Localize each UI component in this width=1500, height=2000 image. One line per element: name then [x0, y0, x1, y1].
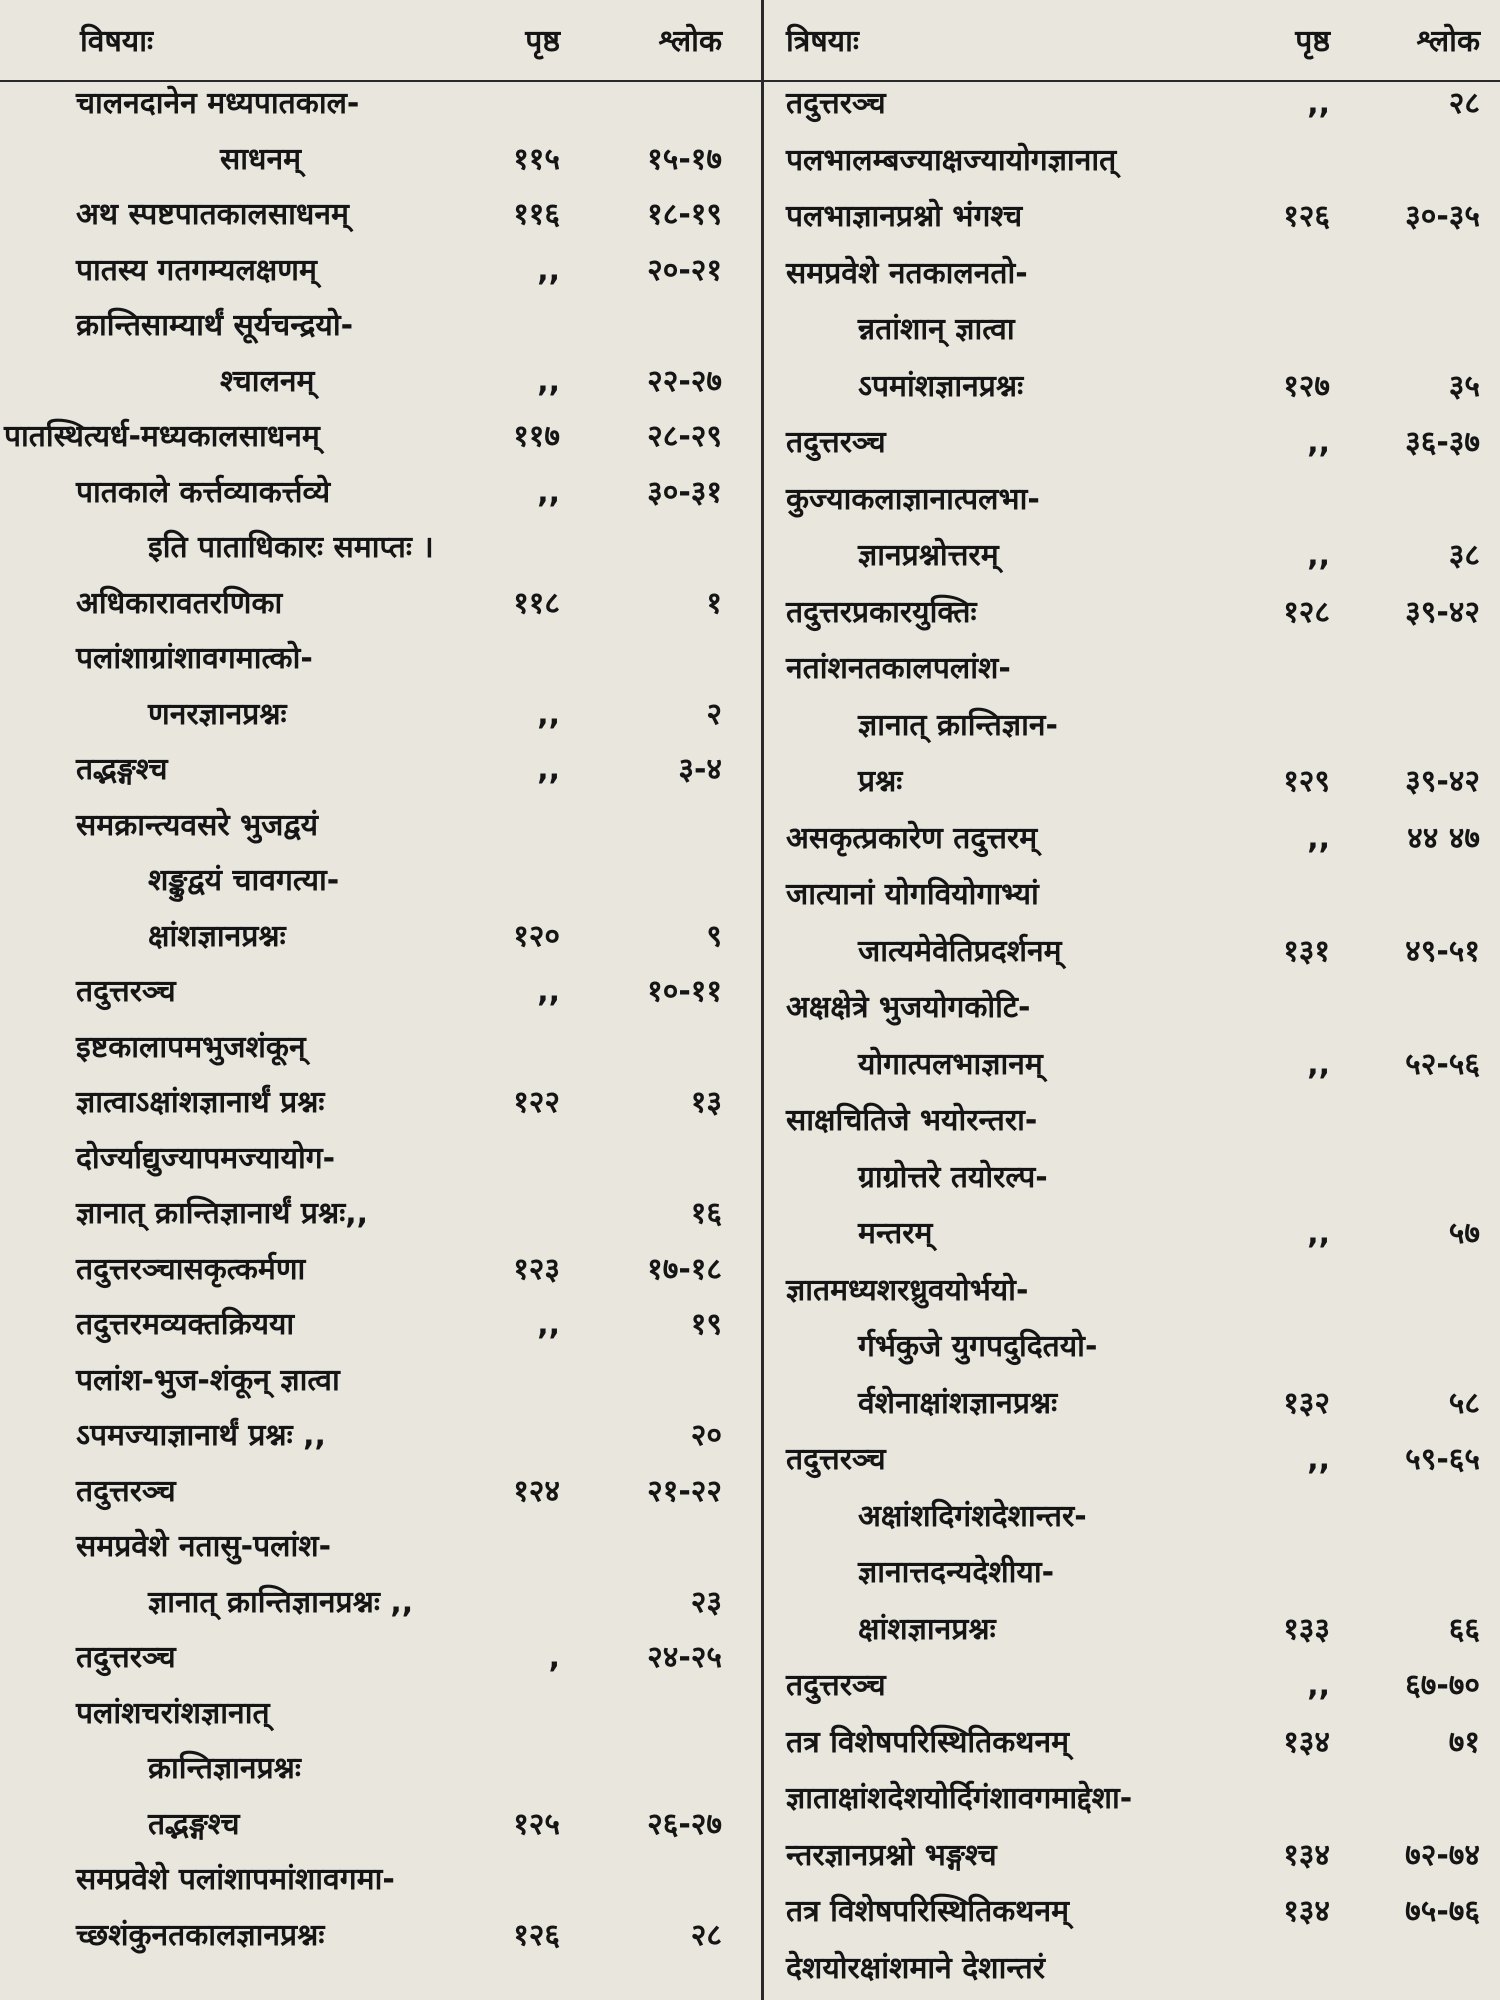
entry-page: १३४ — [1283, 1837, 1330, 1873]
entry-title: कुज्याकलाज्ञानात्पलभा- — [786, 481, 1040, 517]
entry-page: १२२ — [513, 1085, 560, 1120]
index-entry — [766, 928, 1500, 976]
entry-title: शङ्कुद्वयं चावगत्या- — [148, 863, 340, 898]
entry-title: ज्ञातमध्यशरध्रुवयोर्भयो- — [786, 1272, 1029, 1308]
index-entry — [0, 1912, 762, 1960]
entry-title: तदुत्तरञ्च — [786, 1668, 886, 1703]
index-entry — [766, 193, 1500, 241]
header-shloka: श्लोक — [658, 24, 722, 59]
entry-title: च्छशंकुनतकालज्ञानप्रश्नः — [76, 1917, 325, 1953]
entry-page: ,, — [537, 974, 560, 1009]
entry-page: १३३ — [1283, 1611, 1330, 1647]
entry-title: न्तरज्ञानप्रश्नो भङ्गश्च — [786, 1837, 997, 1873]
index-entry — [766, 589, 1500, 637]
entry-shloka: ३९-४२ — [1405, 764, 1480, 799]
entry-title: ज्ञात्वाऽक्षांशज्ञानार्थं प्रश्नः — [76, 1085, 325, 1120]
entry-page: १३४ — [1283, 1894, 1330, 1929]
entry-title: तदुत्तरञ्च — [786, 425, 886, 460]
entry-shloka: १९ — [690, 1307, 722, 1342]
header-page: पृष्ठ — [525, 24, 560, 59]
index-entry — [766, 1606, 1500, 1654]
index-entry — [0, 469, 762, 517]
entry-shloka: १८-१९ — [647, 197, 722, 232]
entry-title: क्रान्तिसाम्यार्थं सूर्यचन्द्रयो- — [76, 308, 354, 343]
entry-title: असकृत्प्रकारेण तदुत्तरम् — [786, 820, 1038, 856]
entry-title: तदुत्तरमव्यक्तक्रियया — [76, 1307, 295, 1342]
entry-title: क्षांशज्ञानप्रश्नः — [148, 918, 286, 954]
index-entry — [0, 1579, 762, 1627]
index-entry — [766, 1493, 1500, 1541]
index-entry — [766, 137, 1500, 185]
entry-title: पातस्थित्यर्ध-मध्यकालसाधनम् — [4, 419, 320, 454]
entry-title: तदुत्तरप्रकारयुक्तिः — [786, 594, 977, 630]
index-entry — [0, 746, 762, 794]
entry-page: १२८ — [1283, 594, 1330, 630]
entry-shloka: १५-१७ — [647, 141, 722, 177]
entry-page: ,, — [1307, 425, 1330, 460]
entry-title: देशयोरक्षांशमाने देशान्तरं — [786, 1950, 1045, 1986]
index-entry — [766, 1154, 1500, 1202]
entry-title: ज्ञाताक्षांशदेशयोर्दिगंशावगमाद्देशा- — [786, 1781, 1133, 1816]
entry-shloka: ७५-७६ — [1405, 1894, 1480, 1929]
entry-shloka: ३५ — [1448, 368, 1480, 404]
entry-title: तद्भङ्गश्च — [76, 752, 168, 787]
index-entry — [766, 1097, 1500, 1145]
entry-title: ज्ञानप्रश्नोत्तरम् — [858, 538, 999, 573]
entry-page: ११६ — [513, 197, 560, 232]
entry-title: पलांशाग्रांशावगमात्को- — [76, 641, 313, 676]
entry-shloka: १ — [706, 585, 722, 621]
entry-page: ११७ — [513, 419, 560, 454]
index-entry — [0, 1523, 762, 1571]
entry-title: पलभालम्बज्याक्षज्यायोगज्ञानात् — [786, 142, 1117, 178]
entry-title: नतांशनतकालपलांश- — [786, 651, 1011, 686]
index-entry — [766, 702, 1500, 750]
entry-page: ११५ — [513, 141, 560, 177]
index-entry — [0, 191, 762, 239]
entry-shloka: ३-४ — [678, 752, 722, 787]
entry-title: तदुत्तरञ्च — [76, 1473, 176, 1509]
index-entry — [0, 247, 762, 295]
index-entry — [0, 913, 762, 961]
entry-shloka: ३८ — [1448, 538, 1480, 573]
index-entry — [0, 136, 762, 184]
entry-title: मन्तरम् — [858, 1216, 933, 1251]
index-entry — [766, 419, 1500, 467]
entry-page: १२६ — [513, 1917, 560, 1953]
entry-page: ,, — [537, 363, 560, 399]
entry-title: ज्ञानात् क्रान्तिज्ञानार्थं प्रश्नः,, — [76, 1196, 369, 1231]
entry-title: साक्षचितिजे भयोरन्तरा- — [786, 1103, 1038, 1138]
entry-title: इष्टकालापमभुजशंकून् — [76, 1029, 306, 1065]
entry-title: तदुत्तरञ्च — [76, 974, 176, 1009]
entry-page: ,, — [1307, 820, 1330, 856]
entry-page: १३२ — [1283, 1385, 1330, 1421]
entry-shloka: ५९-६५ — [1405, 1442, 1480, 1477]
index-entry — [0, 968, 762, 1016]
entry-page: १२७ — [1283, 368, 1330, 404]
entry-page: ,, — [537, 252, 560, 288]
index-entry — [766, 1888, 1500, 1936]
entry-title: अथ स्पष्टपातकालसाधनम् — [76, 197, 349, 232]
entry-title: समक्रान्त्यवसरे भुजद्वयं — [76, 807, 319, 843]
entry-shloka: १३ — [690, 1085, 722, 1120]
entry-title: साधनम् — [220, 141, 302, 177]
entry-page: १३४ — [1283, 1724, 1330, 1760]
entry-page: १३१ — [1283, 933, 1330, 969]
entry-title: इति पाताधिकारः समाप्तः । — [148, 530, 434, 565]
entry-page: ,, — [537, 1307, 560, 1342]
index-entry — [766, 1832, 1500, 1880]
entry-shloka: २६-२७ — [647, 1806, 722, 1842]
index-entry — [766, 758, 1500, 806]
entry-shloka: २८-२९ — [647, 419, 722, 454]
entry-shloka: २३ — [690, 1584, 722, 1620]
entry-title: तत्र विशेषपरिस्थितिकथनम् — [786, 1894, 1070, 1929]
entry-shloka: १०-११ — [647, 974, 722, 1009]
entry-shloka: २२-२७ — [647, 363, 722, 399]
index-entry — [766, 1323, 1500, 1371]
entry-title: दोर्ज्याद्युज्यापमज्यायोग- — [76, 1140, 336, 1176]
entry-title: जात्यमेवेतिप्रदर्शनम् — [858, 933, 1062, 969]
entry-title: पलांश-भुज-शंकून् ज्ञात्वा — [76, 1362, 340, 1398]
index-entry — [0, 802, 762, 850]
entry-title: पातकाले कर्त्तव्याकर्त्तव्ये — [76, 474, 331, 510]
entry-shloka: ६७-७० — [1405, 1668, 1480, 1703]
entry-shloka: ४९-५१ — [1405, 933, 1480, 969]
index-entry — [0, 635, 762, 683]
index-entry — [0, 1190, 762, 1238]
index-entry — [766, 476, 1500, 524]
entry-title: अक्षांशदिगंशदेशान्तर- — [858, 1498, 1087, 1534]
entry-page: १२५ — [513, 1806, 560, 1842]
entry-title: समप्रवेशे नतकालनतो- — [786, 255, 1028, 291]
entry-title: समप्रवेशे नतासु-पलांश- — [76, 1529, 332, 1564]
entry-shloka: २ — [706, 696, 722, 732]
entry-page: , — [548, 1640, 560, 1675]
entry-title: श्चालनम् — [220, 363, 315, 399]
header-page: पृष्ठ — [1295, 24, 1330, 59]
entry-title: ऽपमांशज्ञानप्रश्नः — [858, 368, 1024, 404]
entry-title: अधिकारावतरणिका — [76, 585, 283, 621]
index-entry — [766, 1719, 1500, 1767]
entry-page: ,, — [1307, 1668, 1330, 1703]
entry-title: तत्र विशेषपरिस्थितिकथनम् — [786, 1724, 1070, 1760]
entry-page: १२६ — [1283, 199, 1330, 234]
entry-page: ,, — [1307, 1046, 1330, 1082]
entry-title: तद्भङ्गश्च — [148, 1806, 240, 1842]
index-entry — [766, 815, 1500, 863]
entry-page: १२४ — [513, 1473, 560, 1509]
entry-shloka: ५२-५६ — [1405, 1046, 1480, 1082]
entry-shloka: ६६ — [1448, 1611, 1480, 1647]
entry-title: ऽपमज्याज्ञानार्थं प्रश्नः ,, — [76, 1418, 326, 1453]
entry-shloka: १७-१८ — [647, 1251, 722, 1287]
index-entry — [766, 1267, 1500, 1315]
entry-page: ,, — [1307, 1216, 1330, 1251]
index-entry — [0, 1301, 762, 1349]
right-column — [766, 0, 1500, 2000]
header-row — [766, 18, 1500, 66]
index-entry — [0, 1246, 762, 1294]
entry-title: र्वशेनाक्षांशज्ञानप्रश्नः — [858, 1385, 1058, 1421]
entry-page: ,, — [1307, 86, 1330, 121]
entry-page: ,, — [537, 474, 560, 510]
index-entry — [766, 306, 1500, 354]
header-subject: त्रिषयाः — [786, 24, 859, 59]
entry-title: र्गर्भकुजे युगपदुदितयो- — [858, 1329, 1098, 1364]
entry-title: न्नतांशान् ज्ञात्वा — [858, 312, 1015, 347]
entry-shloka: ३०-३१ — [647, 474, 722, 510]
entry-shloka: २८ — [1448, 86, 1480, 121]
entry-title: समप्रवेशे पलांशापमांशावगमा- — [76, 1862, 395, 1897]
index-entry — [0, 524, 762, 572]
entry-title: पलभाज्ञानप्रश्नो भंगश्च — [786, 199, 1023, 234]
index-entry — [0, 302, 762, 350]
index-entry — [0, 1412, 762, 1460]
header-row — [0, 18, 762, 66]
index-entry — [0, 1468, 762, 1516]
index-entry — [0, 580, 762, 628]
index-entry — [766, 1041, 1500, 1089]
index-entry — [766, 532, 1500, 580]
index-entry — [0, 1801, 762, 1849]
index-entry — [0, 413, 762, 461]
entry-title: ग्राग्रोत्तरे तयोरल्प- — [858, 1159, 1048, 1195]
entry-shloka: ३९-४२ — [1405, 594, 1480, 630]
index-entry — [766, 1662, 1500, 1710]
entry-shloka: १६ — [690, 1196, 722, 1231]
index-entry — [766, 1549, 1500, 1597]
entry-title: प्रश्नः — [858, 764, 903, 799]
entry-shloka: ५७ — [1448, 1216, 1480, 1251]
index-entry — [0, 80, 762, 128]
entry-page: १२० — [513, 918, 560, 954]
entry-shloka: २०-२१ — [647, 252, 722, 288]
index-entry — [0, 1634, 762, 1682]
index-entry — [0, 1357, 762, 1405]
entry-title: तदुत्तरञ्च — [786, 1442, 886, 1477]
entry-shloka: ७२-७४ — [1405, 1837, 1480, 1873]
entry-shloka: ७१ — [1448, 1724, 1480, 1760]
entry-title: तदुत्तरञ्च — [76, 1640, 176, 1675]
entry-page: ,, — [1307, 1442, 1330, 1477]
entry-title: ज्ञानात् क्रान्तिज्ञानप्रश्नः ,, — [148, 1584, 414, 1620]
entry-title: पलांशचरांशज्ञानात् — [76, 1695, 270, 1731]
index-entry — [0, 1856, 762, 1904]
entry-page: ,, — [1307, 538, 1330, 573]
index-entry — [766, 1436, 1500, 1484]
entry-title: चालनदानेन मध्यपातकाल- — [76, 86, 360, 121]
index-entry — [0, 1745, 762, 1793]
entry-title: पातस्य गतगम्यलक्षणम् — [76, 252, 317, 288]
entry-title: तदुत्तरञ्चासकृत्कर्मणा — [76, 1251, 306, 1287]
index-entry — [0, 691, 762, 739]
index-entry — [766, 1210, 1500, 1258]
entry-title: जात्यानां योगवियोगाभ्यां — [786, 877, 1039, 912]
entry-title: क्रान्तिज्ञानप्रश्नः — [148, 1751, 301, 1786]
index-entry — [766, 1945, 1500, 1993]
entry-title: अक्षक्षेत्रे भुजयोगकोटि- — [786, 990, 1031, 1025]
entry-shloka: ३६-३७ — [1405, 425, 1480, 460]
entry-page: १२३ — [513, 1251, 560, 1287]
index-entry — [0, 1024, 762, 1072]
header-shloka: श्लोक — [1416, 24, 1480, 59]
entry-shloka: ३०-३५ — [1405, 199, 1480, 234]
entry-shloka: २० — [690, 1418, 722, 1453]
index-entry — [766, 1775, 1500, 1823]
entry-page: १२९ — [1283, 764, 1330, 799]
index-entry — [766, 80, 1500, 128]
index-entry — [766, 250, 1500, 298]
index-entry — [0, 1079, 762, 1127]
index-entry — [0, 1135, 762, 1183]
entry-shloka: ५८ — [1448, 1385, 1480, 1421]
index-entry — [766, 363, 1500, 411]
entry-page: ,, — [537, 752, 560, 787]
entry-title: योगात्पलभाज्ञानम् — [858, 1046, 1043, 1082]
index-entry — [766, 984, 1500, 1032]
header-subject: विषयाः — [80, 24, 154, 59]
index-entry — [0, 857, 762, 905]
entry-title: ज्ञानात्तदन्यदेशीया- — [858, 1555, 1055, 1590]
index-entry — [0, 358, 762, 406]
entry-title: ज्ञानात् क्रान्तिज्ञान- — [858, 707, 1058, 743]
entry-shloka: २१-२२ — [647, 1473, 722, 1509]
index-entry — [766, 871, 1500, 919]
entry-page: ११८ — [513, 585, 560, 621]
entry-shloka: २४-२५ — [647, 1640, 722, 1675]
entry-page: ,, — [537, 696, 560, 732]
index-entry — [766, 645, 1500, 693]
entry-shloka: २८ — [690, 1917, 722, 1953]
index-entry — [766, 1380, 1500, 1428]
entry-title: तदुत्तरञ्च — [786, 86, 886, 121]
entry-shloka: ४४ ४७ — [1407, 820, 1480, 856]
entry-title: णनरज्ञानप्रश्नः — [148, 696, 287, 732]
index-entry — [0, 1690, 762, 1738]
entry-shloka: ९ — [706, 918, 722, 954]
entry-title: क्षांशज्ञानप्रश्नः — [858, 1611, 996, 1647]
